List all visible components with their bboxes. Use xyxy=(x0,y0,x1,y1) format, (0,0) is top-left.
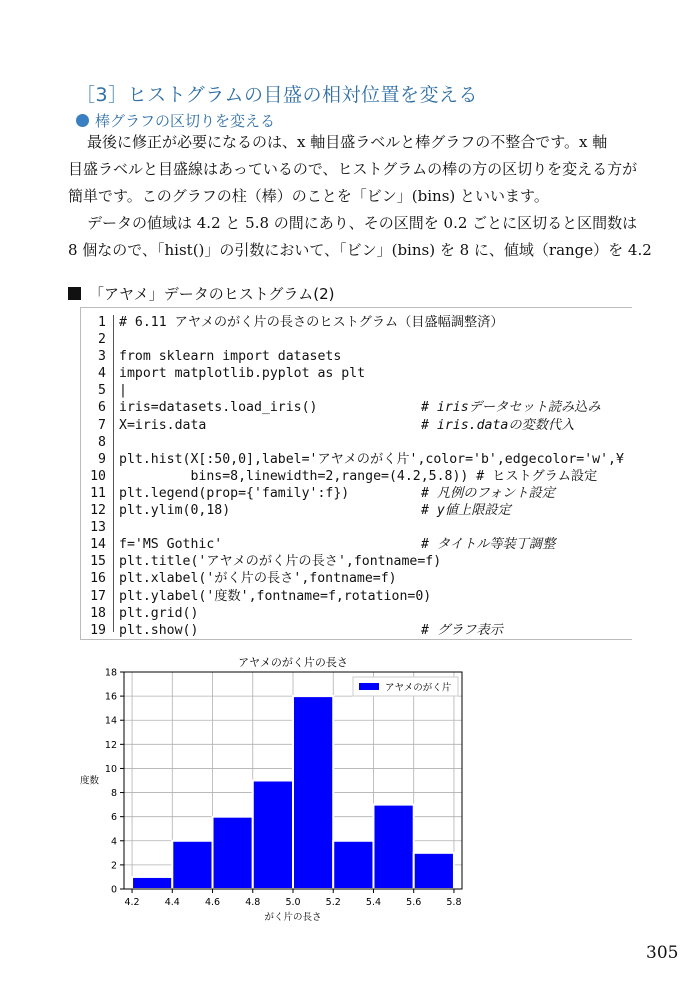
histogram-bar xyxy=(213,817,253,889)
x-tick-label: 5.8 xyxy=(446,897,462,908)
bullet-circle-icon xyxy=(76,114,89,127)
code-line xyxy=(81,519,633,536)
section-heading: ［3］ヒストグラムの目盛の相対位置を変える xyxy=(76,84,479,106)
code-line-number: 8 xyxy=(98,434,106,450)
code-source: plt.legend(prop={'family':f}) xyxy=(119,485,350,501)
code-line-number: 3 xyxy=(98,349,106,365)
histogram-svg xyxy=(80,650,480,930)
page-number: 305 xyxy=(646,943,679,963)
legend-swatch xyxy=(359,683,379,690)
code-line-number: 16 xyxy=(90,571,106,587)
y-axis-label: 度数 xyxy=(80,775,100,787)
y-tick-label: 2 xyxy=(110,860,117,872)
code-line xyxy=(81,605,633,622)
code-line xyxy=(81,588,633,605)
code-line xyxy=(81,417,633,434)
code-source: | xyxy=(119,383,127,399)
code-line-number: 14 xyxy=(90,537,106,553)
x-tick-label: 5.6 xyxy=(406,897,422,908)
code-source: plt.show() xyxy=(119,622,199,638)
x-tick-label: 5.4 xyxy=(365,897,382,908)
figure-caption-text: 「アヤメ」データのヒストグラム(2) xyxy=(89,285,335,303)
paragraph-2-line: データの値域は 4.2 と 5.8 の間にあり、その区間を 0.2 ごとに区切ると区間数は xyxy=(87,214,638,232)
code-line-number: 6 xyxy=(98,400,106,416)
y-tick-label: 6 xyxy=(110,812,117,824)
code-line xyxy=(81,348,633,365)
code-comment: # iris.dataの変数代入 xyxy=(421,417,575,433)
code-comment: # 凡例のフォント設定 xyxy=(421,485,555,501)
code-line xyxy=(81,382,633,399)
code-comment: # タイトル等装丁調整 xyxy=(421,537,556,553)
paragraph-1 xyxy=(68,129,638,210)
histogram-bar xyxy=(414,853,454,889)
code-source: import matplotlib.pyplot as plt xyxy=(119,366,366,382)
code-comment: # グラフ表示 xyxy=(421,622,503,638)
code-line-number: 10 xyxy=(90,468,106,484)
y-tick-label: 18 xyxy=(104,667,117,679)
legend-label: アヤメのがく片 xyxy=(385,682,452,694)
code-line xyxy=(81,622,633,639)
code-line-number: 9 xyxy=(98,451,106,467)
histogram-bar xyxy=(373,805,413,889)
code-line-number: 19 xyxy=(90,622,106,638)
x-tick-label: 5.2 xyxy=(325,897,341,908)
code-source: # 6.11 アヤメのがく片の長さのヒストグラム（目盛幅調整済） xyxy=(119,315,504,330)
code-source: bins=8,linewidth=2,range=(4.2,5.8)) # ヒストグラム設定 xyxy=(119,468,598,484)
code-line-number: 13 xyxy=(90,520,106,536)
code-source: iris=datasets.load_iris() xyxy=(119,400,318,416)
code-line-number: 15 xyxy=(90,554,106,570)
code-line xyxy=(81,314,633,331)
code-line xyxy=(81,570,633,587)
code-line xyxy=(81,399,633,416)
code-line-number: 11 xyxy=(90,485,106,501)
code-line-number: 12 xyxy=(90,503,106,519)
histogram-bar xyxy=(172,841,212,889)
x-tick-label: 4.6 xyxy=(204,897,221,908)
histogram-bar xyxy=(132,877,172,889)
code-source: plt.xlabel('がく片の長さ',fontname=f) xyxy=(119,571,397,587)
paragraph-1-line: 目盛ラベルと目盛線はあっているので、ヒストグラムの棒の方の区切りを変える方が xyxy=(68,160,638,178)
y-tick-label: 4 xyxy=(110,836,117,848)
code-source: plt.ylabel('度数',fontname=f,rotation=0) xyxy=(119,588,432,604)
y-tick-label: 0 xyxy=(110,884,117,896)
code-line-number: 18 xyxy=(90,605,106,621)
black-square-icon xyxy=(68,287,81,300)
code-line-number: 7 xyxy=(98,417,106,433)
paragraph-1-line: 簡単です。このグラフの柱（棒）のことを「ビン」(bins) といいます。 xyxy=(68,187,549,205)
paragraph-2 xyxy=(68,210,652,264)
subsection-heading xyxy=(76,110,275,131)
code-source: from sklearn import datasets xyxy=(119,349,342,365)
x-tick-label: 4.2 xyxy=(124,897,140,908)
code-listing xyxy=(80,307,632,640)
paragraph-1-line: 最後に修正が必要になるのは、x 軸目盛ラベルと棒グラフの不整合です。x 軸 xyxy=(87,133,608,151)
code-line-number: 4 xyxy=(98,366,106,382)
code-line xyxy=(81,365,633,382)
histogram-bar xyxy=(253,781,293,890)
y-tick-label: 16 xyxy=(104,691,117,703)
y-tick-label: 8 xyxy=(110,788,117,800)
y-tick-label: 14 xyxy=(104,715,117,727)
code-source: f='MS Gothic' xyxy=(119,537,223,553)
code-line-number: 1 xyxy=(98,315,106,330)
subsection-heading-text: 棒グラフの区切りを変える xyxy=(95,112,276,130)
code-lines xyxy=(81,314,633,639)
code-line xyxy=(81,485,633,502)
code-source: plt.grid() xyxy=(119,605,199,621)
code-line xyxy=(81,468,633,485)
code-line-number: 17 xyxy=(90,588,106,604)
code-source: plt.ylim(0,18) xyxy=(119,503,231,519)
x-axis-label: がく片の長さ xyxy=(264,912,322,923)
code-comment: # y値上限設定 xyxy=(421,503,511,519)
code-line-number: 5 xyxy=(98,383,106,399)
histogram-chart xyxy=(80,650,480,930)
code-comment: # irisデータセット読み込み xyxy=(421,400,601,416)
y-tick-label: 12 xyxy=(104,739,117,751)
paragraph-2-line: 8 個なので、「hist()」の引数において、「ビン」(bins) を 8 に、値域（range）を 4.2 xyxy=(68,241,652,259)
code-line xyxy=(81,331,633,348)
x-tick-label: 5.0 xyxy=(285,897,301,908)
histogram-bar xyxy=(293,696,333,889)
chart-title: アヤメのがく片の長さ xyxy=(238,656,348,669)
code-source: X=iris.data xyxy=(119,417,207,433)
code-line xyxy=(81,502,633,519)
code-line xyxy=(81,536,633,553)
code-source: plt.title('アヤメのがく片の長さ',fontname=f) xyxy=(119,554,442,570)
code-source: plt.hist(X[:50,0],label='アヤメのがく片',color='b',edgecolor='w',¥ xyxy=(119,451,624,467)
x-tick-label: 4.8 xyxy=(245,897,261,908)
code-line-number: 2 xyxy=(98,332,106,348)
code-line xyxy=(81,553,633,570)
figure-caption xyxy=(68,283,335,304)
x-tick-label: 4.4 xyxy=(164,897,180,908)
code-line xyxy=(81,434,633,451)
y-tick-label: 10 xyxy=(104,763,117,775)
histogram-bar xyxy=(333,841,373,889)
code-line xyxy=(81,451,633,468)
